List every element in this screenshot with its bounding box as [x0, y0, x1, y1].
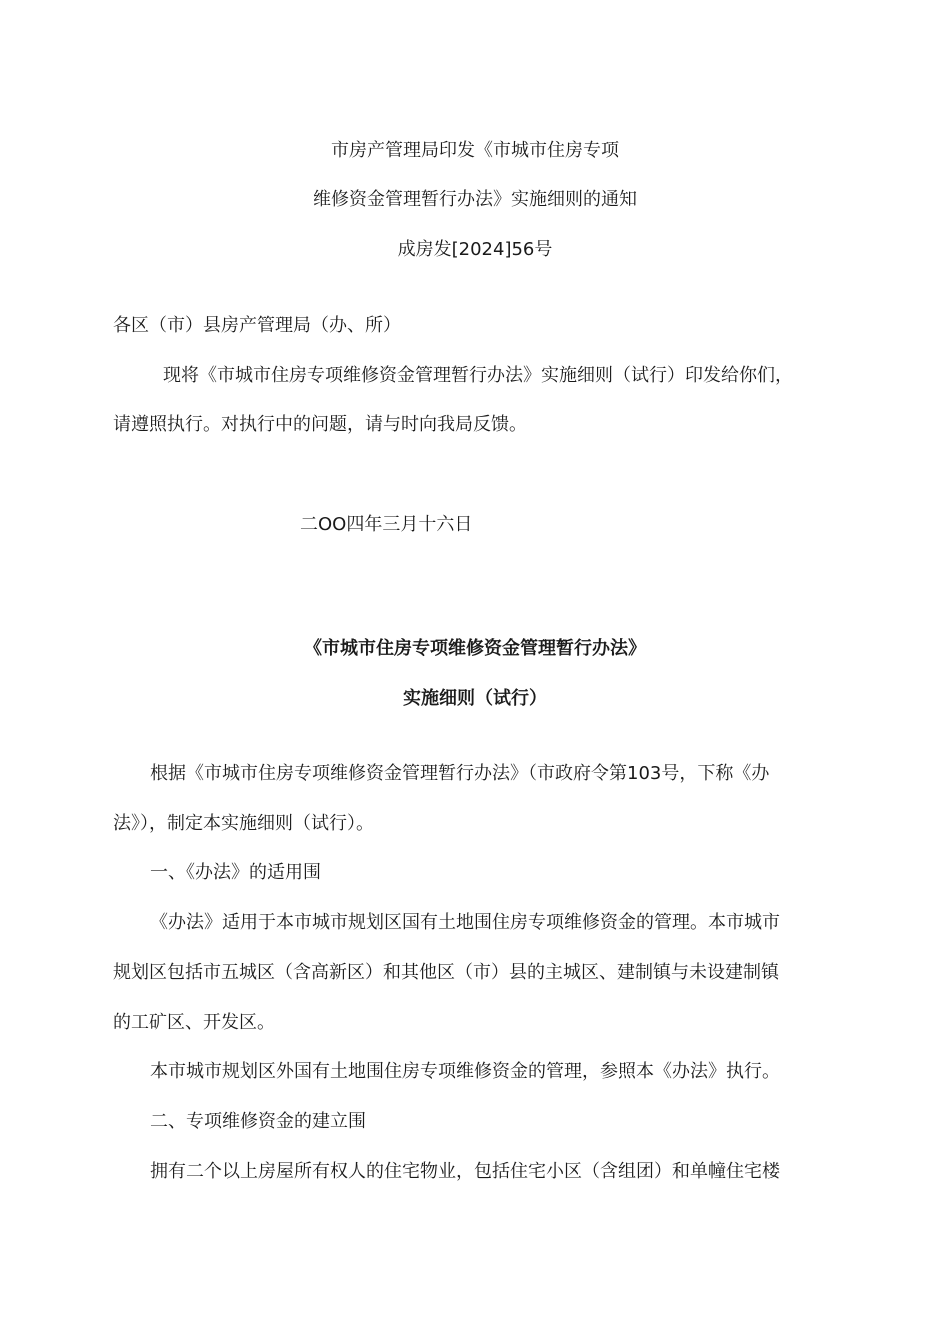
- section-2-heading: 二、专项维修资金的建立围: [150, 1111, 366, 1132]
- notice-title-line-2: 维修资金管理暂行办法》实施细则的通知: [313, 189, 637, 210]
- section-1-heading: 一、《办法》的适用围: [150, 862, 321, 883]
- section-1-paragraph-1-line-2: 规划区包括市五城区（含高新区）和其他区（市）县的主城区、建制镇与未设建制镇: [113, 962, 779, 983]
- issue-date: 二OO四年三月十六日: [300, 514, 473, 535]
- notice-body-line-1: 现将《市城市住房专项维修资金管理暂行办法》实施细则（试行）印发给你们，: [163, 365, 793, 386]
- intro-line-2: 法》），制定本实施细则（试行）。: [113, 813, 374, 834]
- intro-line-1: 根据《市城市住房专项维修资金管理暂行办法》（市政府令第103号，下称《办: [150, 763, 770, 784]
- addressee: 各区（市）县房产管理局（办、所）: [113, 315, 401, 336]
- section-1-paragraph-1-line-1: 《办法》适用于本市城市规划区国有土地围住房专项维修资金的管理。本市城市: [150, 912, 780, 933]
- notice-title-line-1: 市房产管理局印发《市城市住房专项: [331, 140, 619, 161]
- rules-title-line-1: 《市城市住房专项维修资金管理暂行办法》: [304, 638, 646, 659]
- section-1-paragraph-1-line-3: 的工矿区、开发区。: [113, 1012, 275, 1033]
- notice-body-line-2: 请遵照执行。对执行中的问题，请与时向我局反馈。: [113, 414, 527, 435]
- rules-title-line-2: 实施细则（试行）: [403, 688, 547, 709]
- document-number: 成房发[2024]56号: [397, 239, 553, 260]
- section-1-paragraph-2: 本市城市规划区外国有土地围住房专项维修资金的管理，参照本《办法》执行。: [150, 1061, 780, 1082]
- section-2-paragraph-1-line-1: 拥有二个以上房屋所有权人的住宅物业，包括住宅小区（含组团）和单幢住宅楼: [150, 1161, 780, 1182]
